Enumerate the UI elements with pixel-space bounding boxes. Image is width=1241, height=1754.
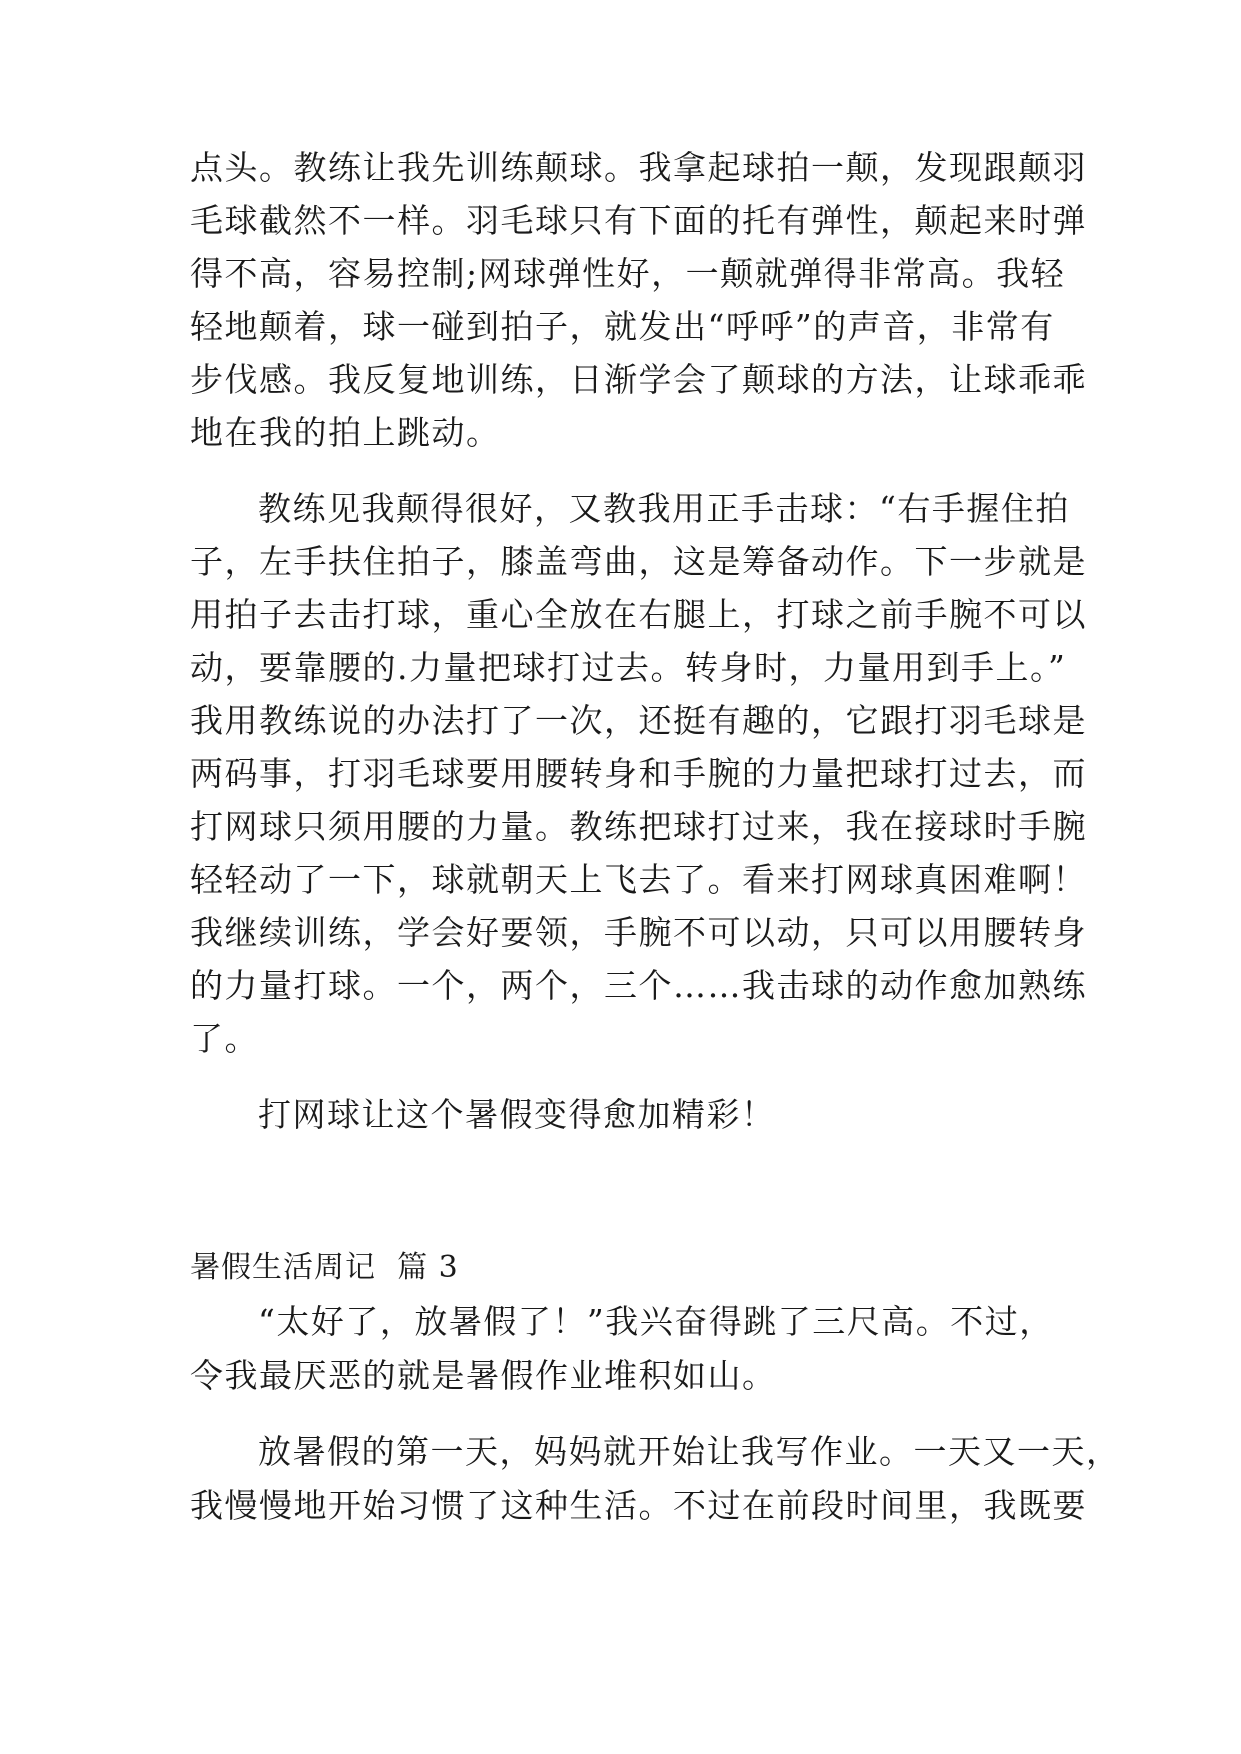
paragraph-1-line-2: 毛球截然不一样。羽毛球只有下面的托有弹性，颠起来时弹: [190, 201, 1087, 240]
paragraph-2-line-9: 我继续训练，学会好要领，手腕不可以动，只可以用腰转身: [190, 913, 1087, 952]
paragraph-5-line-2: 我慢慢地开始习惯了这种生活。不过在前段时间里，我既要: [190, 1486, 1087, 1525]
paragraph-1-line-4: 轻地颠着，球一碰到拍子，就发出“呼呼”的声音，非常有: [190, 307, 1055, 346]
paragraph-4-line-2: 令我最厌恶的就是暑假作业堆积如山。: [190, 1356, 777, 1395]
paragraph-2-line-1: 教练见我颠得很好，又教我用正手击球：“右手握住拍: [258, 489, 1070, 528]
paragraph-2-line-2: 子，左手扶住拍子，膝盖弯曲，这是筹备动作。下一步就是: [190, 542, 1087, 581]
paragraph-2-line-4: 动，要靠腰的.力量把球打过去。转身时，力量用到手上。”: [190, 648, 1067, 687]
paragraph-2-line-3: 用拍子去击打球，重心全放在右腿上，打球之前手腕不可以: [190, 595, 1087, 634]
paragraph-2-line-10: 的力量打球。一个，两个，三个……我击球的动作愈加熟练: [190, 966, 1087, 1005]
paragraph-2-line-7: 打网球只须用腰的力量。教练把球打过来，我在接球时手腕: [190, 807, 1087, 846]
paragraph-4-line-1: “太好了，放暑假了！”我兴奋得跳了三尺高。不过，: [258, 1302, 1054, 1341]
paragraph-1-line-5: 步伐感。我反复地训练，日渐学会了颠球的方法，让球乖乖: [190, 360, 1087, 399]
section-heading: 暑假生活周记 篇 3: [190, 1250, 459, 1285]
paragraph-3-line-1: 打网球让这个暑假变得愈加精彩！: [258, 1095, 776, 1134]
paragraph-1-line-1: 点头。教练让我先训练颠球。我拿起球拍一颠，发现跟颠羽: [190, 148, 1087, 187]
paragraph-5-line-1: 放暑假的第一天，妈妈就开始让我写作业。一天又一天，: [258, 1432, 1121, 1471]
paragraph-2-line-6: 两码事，打羽毛球要用腰转身和手腕的力量把球打过去，而: [190, 754, 1087, 793]
paragraph-1-line-6: 地在我的拍上跳动。: [190, 413, 501, 452]
paragraph-1-line-3: 得不高，容易控制;网球弹性好，一颠就弹得非常高。我轻: [190, 254, 1066, 293]
paragraph-2-line-8: 轻轻动了一下，球就朝天上飞去了。看来打网球真困难啊！: [190, 860, 1087, 899]
paragraph-2-line-5: 我用教练说的办法打了一次，还挺有趣的，它跟打羽毛球是: [190, 701, 1087, 740]
paragraph-2-line-11: 了。: [190, 1019, 259, 1058]
